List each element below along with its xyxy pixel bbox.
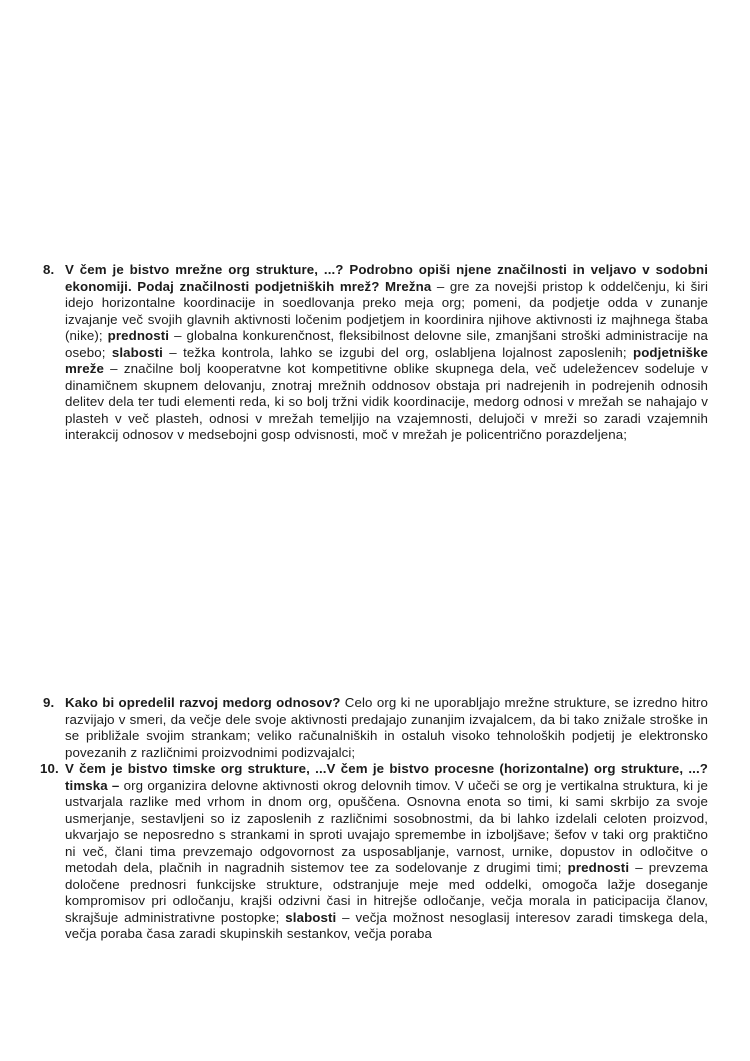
text-segment-bold: Kako bi opredelil razvoj medorg odnosov? (65, 695, 341, 710)
text-segment: Celo org ki ne uporabljajo mrežne strukture, se izredno hitro razvijajo v smeri, da večje dele svoje aktivnosti predajajo zunanjim izvajalcem, da bi tako znižale stroške in se približale svojim strankam; veliko računalniških in ostaluh visoko tehnoloških podjetij je elektronsko povezanih z različnimi proizvodnimi podizvajalci; (65, 695, 709, 760)
list-item (40, 262, 708, 444)
text-segment-bold: V čem je bistvo mrežne org strukture, ...? Podrobno opiši njene značilnosti in veljavo v sodobni ekonomiji. Podaj značilnosti podjetniških mrež? Mrežna (65, 262, 708, 294)
item-number: 9. (43, 695, 55, 710)
item-text (65, 695, 708, 760)
text-segment: – značilne bolj kooperatvne kot kompetitivne oblike skupnega dela, več udeležencev sodeluje v dinamičnem skupnem delovanju, znotraj mrežnih oddnosov obstaja pri nadrejenih in podrejenih odnosih delitev dela ter tudi elementi reda, ki so bolj tržni vidik koordinacije, medorg odnosi v mrežah se nahajajo v plasteh v več plasteh, odnosi v mrežah temeljijo na vzajemnosti, delujoči v mreži so zaradi vzajemnih interakcij odnosov v medsebojni gosp odvisnosti, moč v mrežah je policentrično porazdeljena; (65, 361, 708, 443)
list-item (40, 761, 708, 943)
text-segment: – globalna konkurenčnost, fleksibilnost delovne sile, zmanjšani stroški administracije na osebo; (65, 328, 709, 360)
text-segment: org organizira delovne aktivnosti okrog delovnih timov. V učeči se org je vertikalna struktura, ki je ustvarjala razlike med vrhom in dnom org, opuščena. Osnovna enota so timi, ki sami skrbijo za svoje usmerjanje, sestavljeni so iz zaposlenih z različnimi sosobnostmi, da bi lahko izdelali celoten proizvod, ukvarjajo se neposredno s strankami in sproti uvajajo spremembe in izboljšave; šefov v taki org praktično ni več, člani tima prevzemajo odgovornost za usposabljanje, varnost, urnike, dopustov in odločitve o metodah dela, plačnih in nagradnih sistemov tee za sodelovanje z drugimi timi; (65, 777, 708, 876)
item-number: 8. (43, 262, 55, 277)
item-number: 10. (40, 761, 59, 776)
text-segment-bold: prednosti (107, 328, 170, 344)
item-text (65, 761, 708, 941)
text-segment-bold: prednosti (567, 860, 630, 876)
text-segment: – večja možnost nesoglasij interesov zaradi timskega dela, večja poraba časa zaradi skupinskih sestankov, večja poraba (65, 909, 708, 942)
text-segment-bold: slabosti (285, 909, 337, 925)
text-segment-bold: podjetniške mreže (65, 344, 708, 377)
text-segment: – težka kontrola, lahko se izgubi del org, oslabljena lojalnost zaposlenih; (162, 344, 633, 360)
text-segment-bold: V čem je bistvo timske org strukture, ...V čem je bistvo procesne (horizontalne) org strukture, ...? timska – (65, 761, 708, 793)
list-item (40, 695, 708, 761)
text-segment-bold: slabosti (111, 344, 163, 360)
text-segment: – gre za novejši pristop k oddelčenju, ki širi idejo horizontalne koordinacije in soedlovanja preko meja org; pomeni, da podjetje odda v zunanje izvajanje več svojih glavnih aktivnosti ločenim podjetjem in koordinira njihove aktivnosti iz majhnega štaba (nike); (65, 278, 708, 344)
item-text (65, 262, 708, 442)
text-segment: – prevzema določene prednosri funkcijske strukture, odstranjuje meje med oddelki, omogoča lažje doseganje kompromisov pri odločanju, krajši odzivni časi in hitrejše odločanje, večja morala in paticipacija članov, skrajšuje administrativne postopke; (65, 860, 708, 925)
